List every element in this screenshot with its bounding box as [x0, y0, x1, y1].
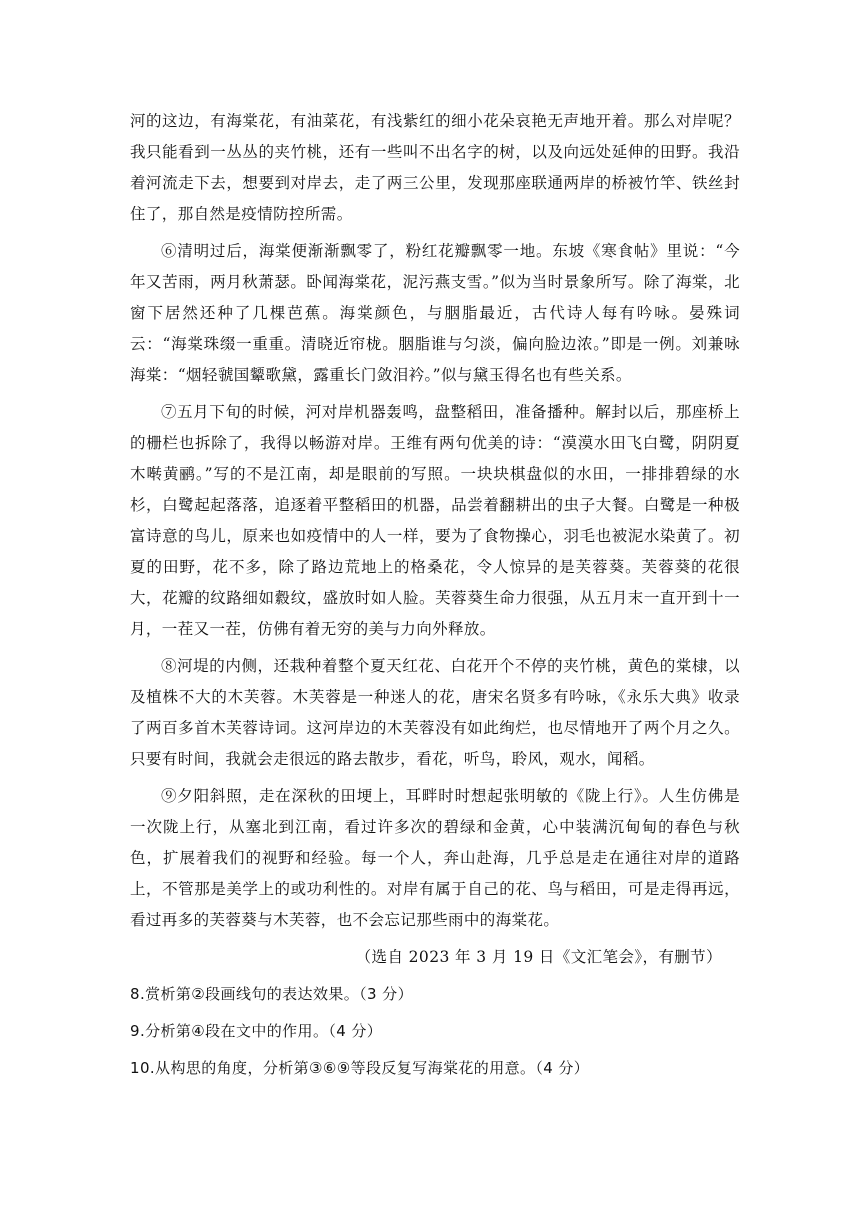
paragraph-continued: 河的这边，有海棠花，有油菜花，有浅紫红的细小花朵哀艳无声地开着。那么对岸呢？我只能看到一丛丛的夹竹桃，还有一些叫不出名字的树，以及向远处延伸的田野。我沿着河流走下去，想要到对岸去，走了两三公里，发现那座联通两岸的桥被竹竿、铁丝封住了，那自然是疫情防控所需。 [130, 112, 740, 223]
article-body [130, 106, 740, 1090]
paragraph-9: ⑨夕阳斜照，走在深秋的田埂上，耳畔时时想起张明敏的《陇上行》。人生仿佛是一次陇上行，从塞北到江南，看过许多次的碧绿和金黄，心中装满沉甸甸的春色与秋色，扩展着我们的视野和经验。每一个人，奔山赴海，几乎总是走在通往对岸的道路上，不管那是美学上的或功利性的。对岸有属于自己的花、鸟与稻田，可是走得再远，看过再多的芙蓉葵与木芙蓉，也不会忘记那些雨中的海棠花。 [130, 787, 740, 929]
question-9: 9.分析第④段在文中的作用。（4 分） [130, 1022, 383, 1040]
source-citation: （选自 2023 年 3 月 19 日《文汇笔会》，有删节） [355, 948, 722, 966]
paragraph-7: ⑦五月下旬的时候，河对岸机器轰鸣，盘整稻田，准备播种。解封以后，那座桥上的栅栏也拆除了，我得以畅游对岸。王维有两句优美的诗：“漠漠水田飞白鹭，阴阴夏木啭黄鹂。”写的不是江南，却是眼前的写照。一块块棋盘似的水田，一排排碧绿的水杉，白鹭起起落落，追逐着平整稻田的机器，品尝着翻耕出的虫子大餐。白鹭是一种极富诗意的鸟儿，原来也如疫情中的人一样，要为了食物操心，羽毛也被泥水染黄了。初夏的田野，花不多，除了路边荒地上的格桑花，令人惊异的是芙蓉葵。芙蓉葵的花很大，花瓣的纹路细如縠纹，盛放时如人脸。芙蓉葵生命力很强，从五月末一直开到十一月，一茬又一茬，仿佛有着无穷的美与力向外释放。 [130, 403, 740, 638]
paragraph-6: ⑥清明过后，海棠便渐渐飘零了，粉红花瓣飘零一地。东坡《寒食帖》里说：“今年又苦雨，两月秋萧瑟。卧闻海棠花，泥污燕支雪。”似为当时景象所写。除了海棠，北窗下居然还种了几棵芭蕉。海棠颜色，与胭脂最近，古代诗人每有吟咏。晏殊词云：“海棠珠缀一重重。清晓近帘栊。胭脂谁与匀淡，偏向脸边浓。”即是一例。刘兼咏海棠：“烟轻虢国颦歌黛，露重长门敛泪衿。”似与黛玉得名也有些关系。 [130, 242, 740, 384]
question-10: 10.从构思的角度，分析第③⑥⑨等段反复写海棠花的用意。（4 分） [130, 1059, 590, 1077]
question-8: 8.赏析第②段画线句的表达效果。（3 分） [130, 985, 413, 1003]
paragraph-8: ⑧河堤的内侧，还栽种着整个夏天红花、白花开个不停的夹竹桃，黄色的棠棣，以及植株不大的木芙蓉。木芙蓉是一种迷人的花，唐宋名贤多有吟咏，《永乐大典》收录了两百多首木芙蓉诗词。这河岸边的木芙蓉没有如此绚烂，也尽情地开了两个月之久。只要有时间，我就会走很远的路去散步，看花，听鸟，聆风，观水，闻稻。 [130, 657, 740, 768]
